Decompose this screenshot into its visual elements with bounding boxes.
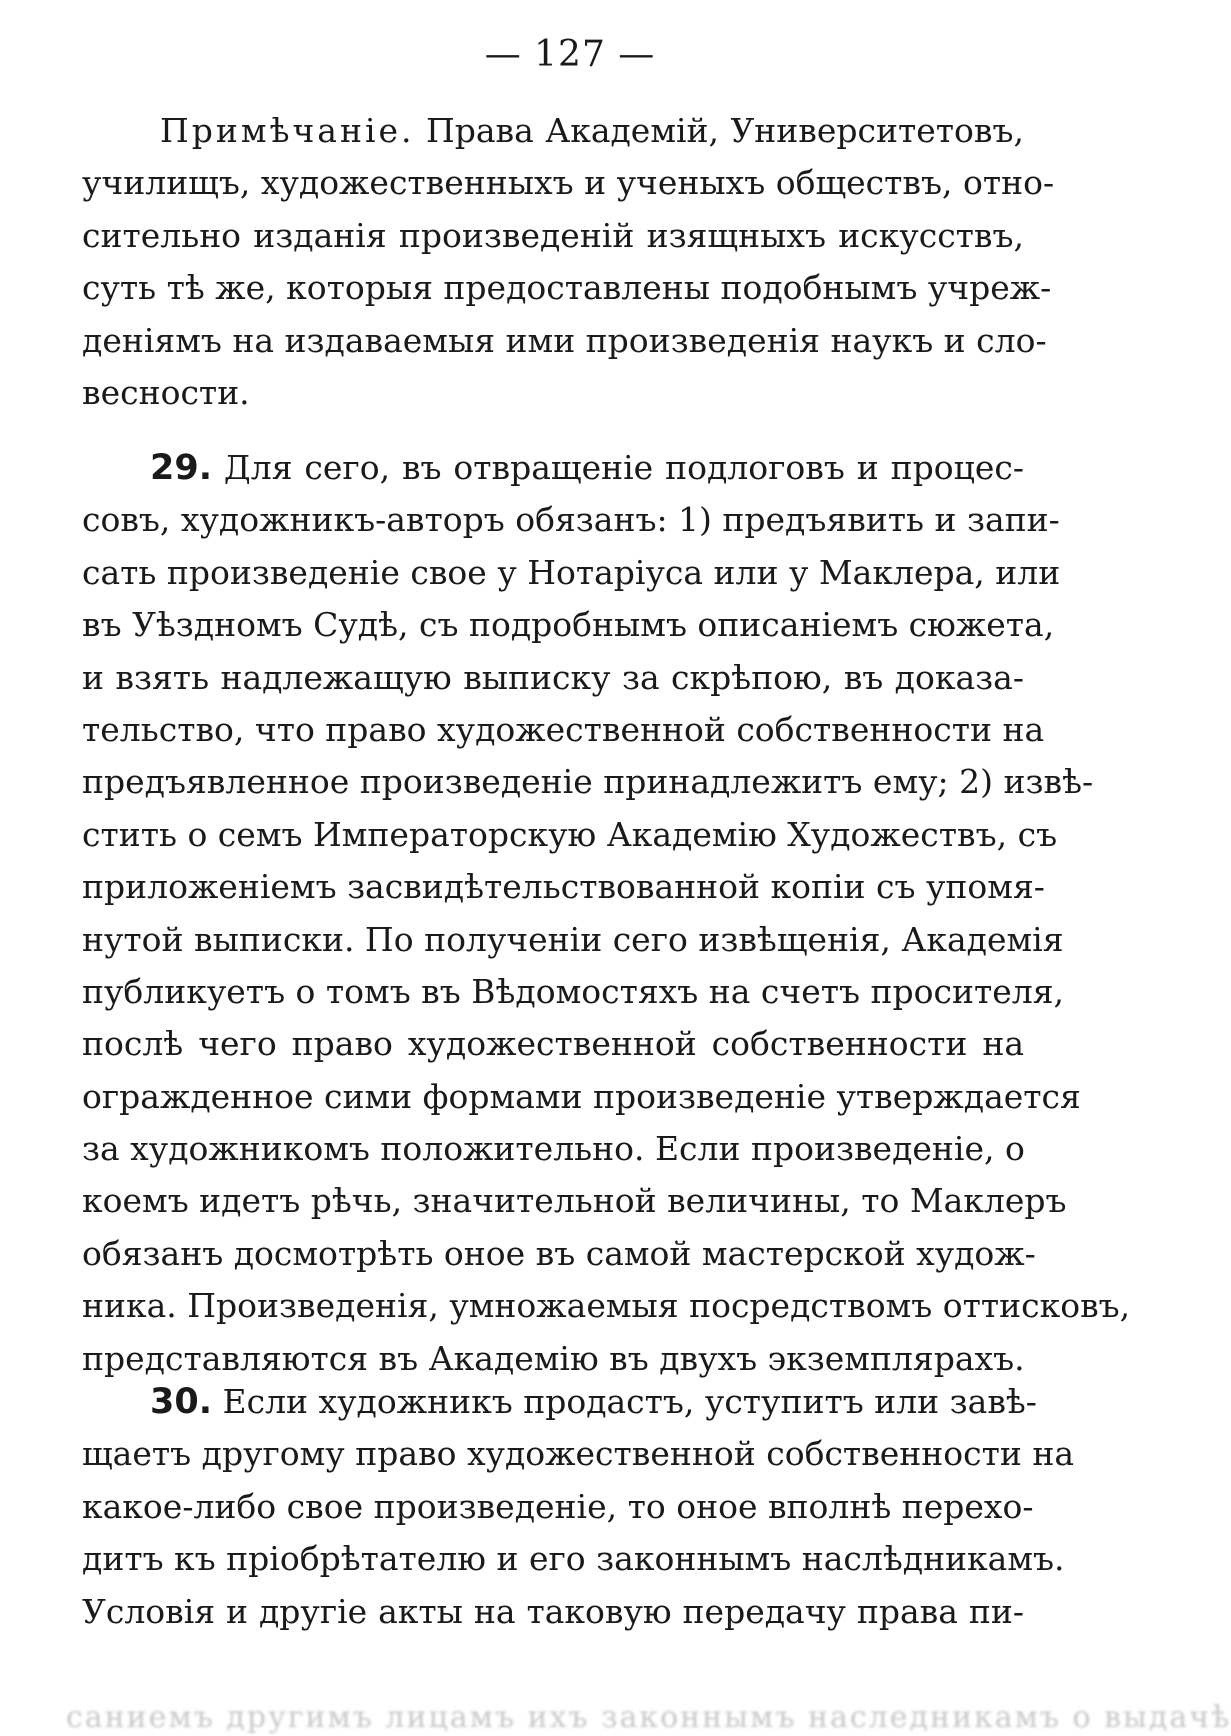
paragraph-30-first-text: Если художникъ продастъ, уступитъ или завѣ- — [222, 1382, 1037, 1421]
note-line-0: Права Академій, Университетовъ, — [425, 111, 1024, 150]
bleed-through-text: саниемъ другимъ лицамъ ихъ законнымъ наследникамъ о выдачѣ — [66, 1700, 1231, 1735]
paragraph-29-line: и взять надлежащую выписку за скрѣпою, въ доказа- — [82, 657, 1024, 697]
paragraph-30-line: Условія и другіе акты на таковую передачу права пи- — [82, 1591, 1024, 1631]
page-number: — 127 — — [484, 34, 656, 75]
note-label: Примѣчаніе. — [160, 111, 415, 150]
paragraph-29-line: представляются въ Академію въ двухъ экземплярахъ. — [82, 1338, 1025, 1378]
paragraph-30-line: какое-либо свое произведеніе, то оное вполнѣ перехо- — [82, 1486, 1034, 1526]
paragraph-30-line: щаетъ другому право художественной собственности на — [82, 1434, 1075, 1474]
note-line-1: училищъ, художественныхъ и ученыхъ обществъ, отно- — [82, 163, 1055, 203]
paragraph-29-line: въ Уѣздномъ Судѣ, съ подробнымъ описаніемъ сюжета, — [82, 605, 1055, 645]
paragraph-29-line: стить о семъ Императорскую Академію Художествъ, съ — [82, 814, 1058, 854]
paragraph-29-first-line — [82, 442, 1024, 494]
paragraph-29-number: 29. — [150, 448, 213, 488]
paragraph-29-line: ника. Произведенія, умножаемыя посредствомъ оттисковъ, — [82, 1286, 1131, 1326]
note-line-4: деніямъ на издаваемыя ими произведенія наукъ и сло- — [82, 320, 1047, 360]
paragraph-29-line: тельство, что право художественной собственности на — [82, 709, 1045, 749]
paragraph-30-line: дитъ къ пріобрѣтателю и его законнымъ наслѣдникамъ. — [82, 1539, 1065, 1579]
paragraph-29-line: огражденное сими формами произведеніе утверждается — [82, 1076, 1081, 1116]
paragraph-30-first-line — [82, 1376, 1037, 1428]
paragraph-30 — [82, 1376, 1075, 1638]
bleed-through-line — [66, 1700, 1231, 1735]
paragraph-29-line: предъявленное произведеніе принадлежитъ ему; 2) извѣ- — [82, 762, 1094, 802]
paragraph-29-line: приложеніемъ засвидѣтельствованной копіи съ упомя- — [82, 867, 1045, 907]
paragraph-29-line: послѣ чего право художественной собственности на — [82, 1024, 1024, 1064]
paragraph-29-line: публикуетъ о томъ въ Вѣдомостяхъ на счетъ просителя, — [82, 971, 1065, 1011]
note-line-5: весности. — [82, 372, 250, 412]
paragraph-29 — [82, 442, 1131, 1385]
paragraph-30-number: 30. — [150, 1382, 213, 1422]
paragraph-29-line: коемъ идетъ рѣчь, значительной величины, то Маклеръ — [82, 1181, 1067, 1221]
paragraph-29-line: нутой выписки. По полученіи сего извѣщенія, Академія — [82, 919, 1064, 959]
note-block — [82, 105, 1055, 419]
note-line-3: суть тѣ же, которыя предоставлены подобнымъ учреж- — [82, 268, 1052, 308]
note-first-line — [82, 105, 1024, 157]
paragraph-29-line: обязанъ досмотрѣть оное въ самой мастерской худож- — [82, 1233, 1036, 1273]
paragraph-29-line: сать произведеніе свое у Нотаріуса или у Маклера, или — [82, 552, 1061, 592]
paragraph-29-line: за художникомъ положительно. Если произведеніе, о — [82, 1129, 1025, 1169]
paragraph-29-line: совъ, художникъ-авторъ обязанъ: 1) предъявить и запи- — [82, 500, 1060, 540]
note-line-2: сительно изданія произведеній изящныхъ искусствъ, — [82, 215, 1024, 255]
paragraph-29-first-text: Для сего, въ отвращеніе подлоговъ и процес- — [223, 448, 1024, 487]
